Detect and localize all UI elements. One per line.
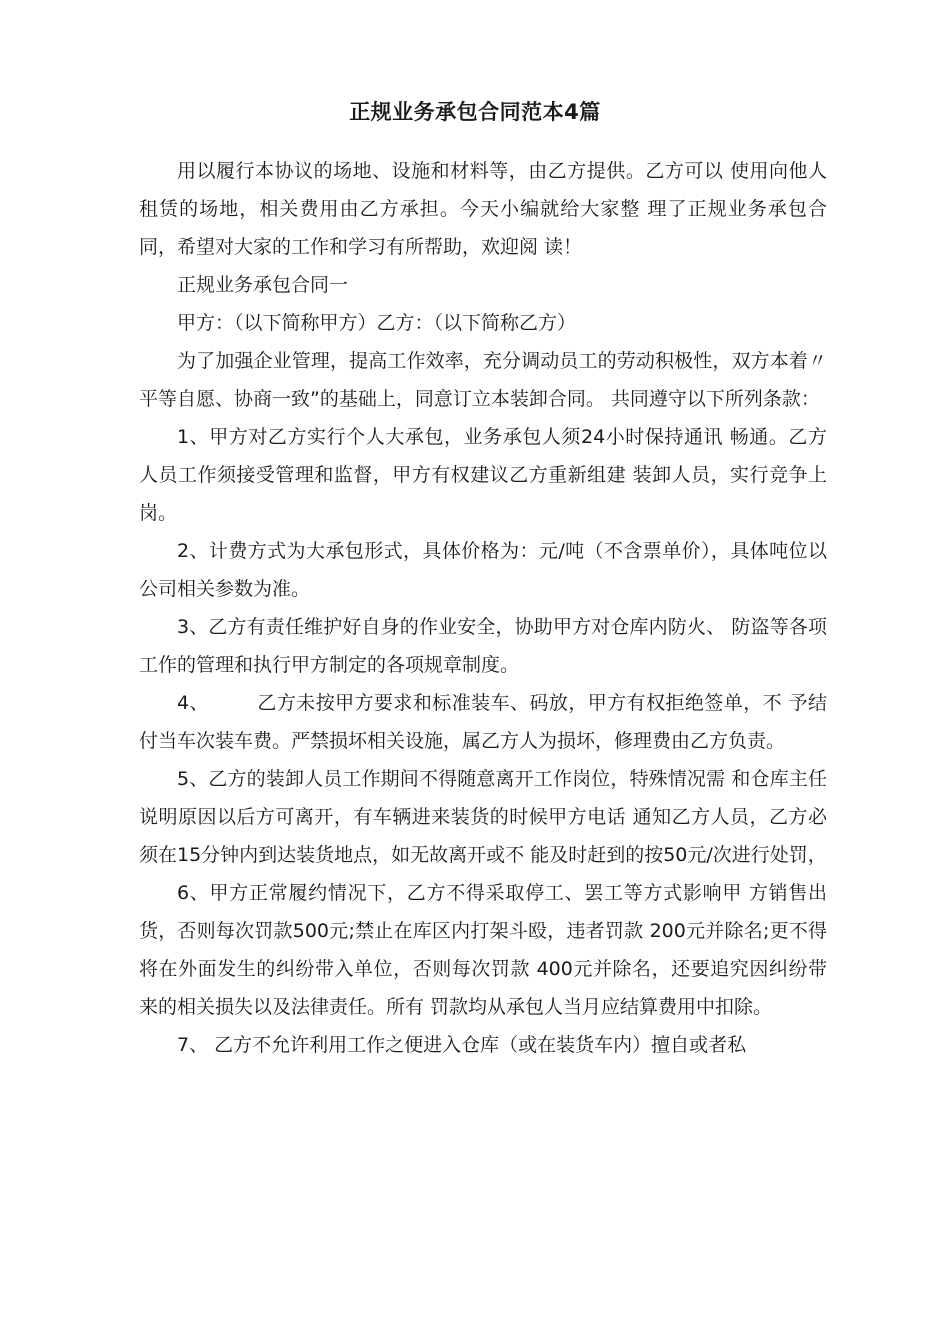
preamble-paragraph: 为了加强企业管理，提高工作效率，充分调动员工的劳动积极性，双方本着〃平等自愿、协商一致”的基础上，同意订立本装卸合同。 共同遵守以下所列条款： [139,350,827,410]
clause-4-number: 4、 [177,692,209,714]
parties-line: 甲方：（以下简称甲方）乙方：（以下简称乙方） [177,312,577,334]
clause-5: 5、乙方的装卸人员工作期间不得随意离开工作岗位，特殊情况需 和仓库主任说明原因以后方可离开，有车辆进来装货的时候甲方电话 通知乙方人员，乙方必须在15分钟内到达装货地点，如无故离开或不 能及时赶到的按50元/次进行处罚， [139,768,827,866]
clause-1: 1、甲方对乙方实行个人大承包，业务承包人须24小时保持通讯 畅通。乙方人员工作须接受管理和监督，甲方有权建议乙方重新组建 装卸人员，实行竞争上岗。 [139,426,827,524]
clause-4 [139,684,827,760]
intro-paragraph: 用以履行本协议的场地、设施和材料等，由乙方提供。乙方可以 使用向他人租赁的场地，相关费用由乙方承担。今天小编就给大家整 理了正规业务承包合同，希望对大家的工作和学习有所帮助，欢迎阅 读！ [139,160,827,258]
document-title: 正规业务承包合同范本4篇 [349,100,601,124]
document-body [139,152,827,1064]
clause-4-text: 乙方未按甲方要求和标准装车、码放，甲方有权拒绝签单，不 予结付当车次装车费。严禁损坏相关设施，属乙方人为损坏，修理费由乙方负责。 [139,692,828,752]
clause-2: 2、计费方式为大承包形式，具体价格为：元/吨（不含票单价），具体吨位以公司相关参数为准。 [139,540,827,600]
clause-7: 7、 乙方不允许利用工作之便进入仓库（或在装货车内）擅自或者私 [177,1034,747,1056]
clause-3: 3、乙方有责任维护好自身的作业安全，协助甲方对仓库内防火、 防盗等各项工作的管理和执行甲方制定的各项规章制度。 [139,616,827,676]
contract-heading: 正规业务承包合同一 [177,274,349,296]
clause-6: 6、甲方正常履约情况下，乙方不得采取停工、罢工等方式影响甲 方销售出货，否则每次罚款500元;禁止在库区内打架斗殴，违者罚款 200元并除名;更不得将在外面发生的纠纷带入单位，否则每次罚款 400元并除名，还要追究因纠纷带来的相关损失以及法律责任。所有 罚款均从承包人当月应结算费用中扣除。 [139,882,827,1018]
